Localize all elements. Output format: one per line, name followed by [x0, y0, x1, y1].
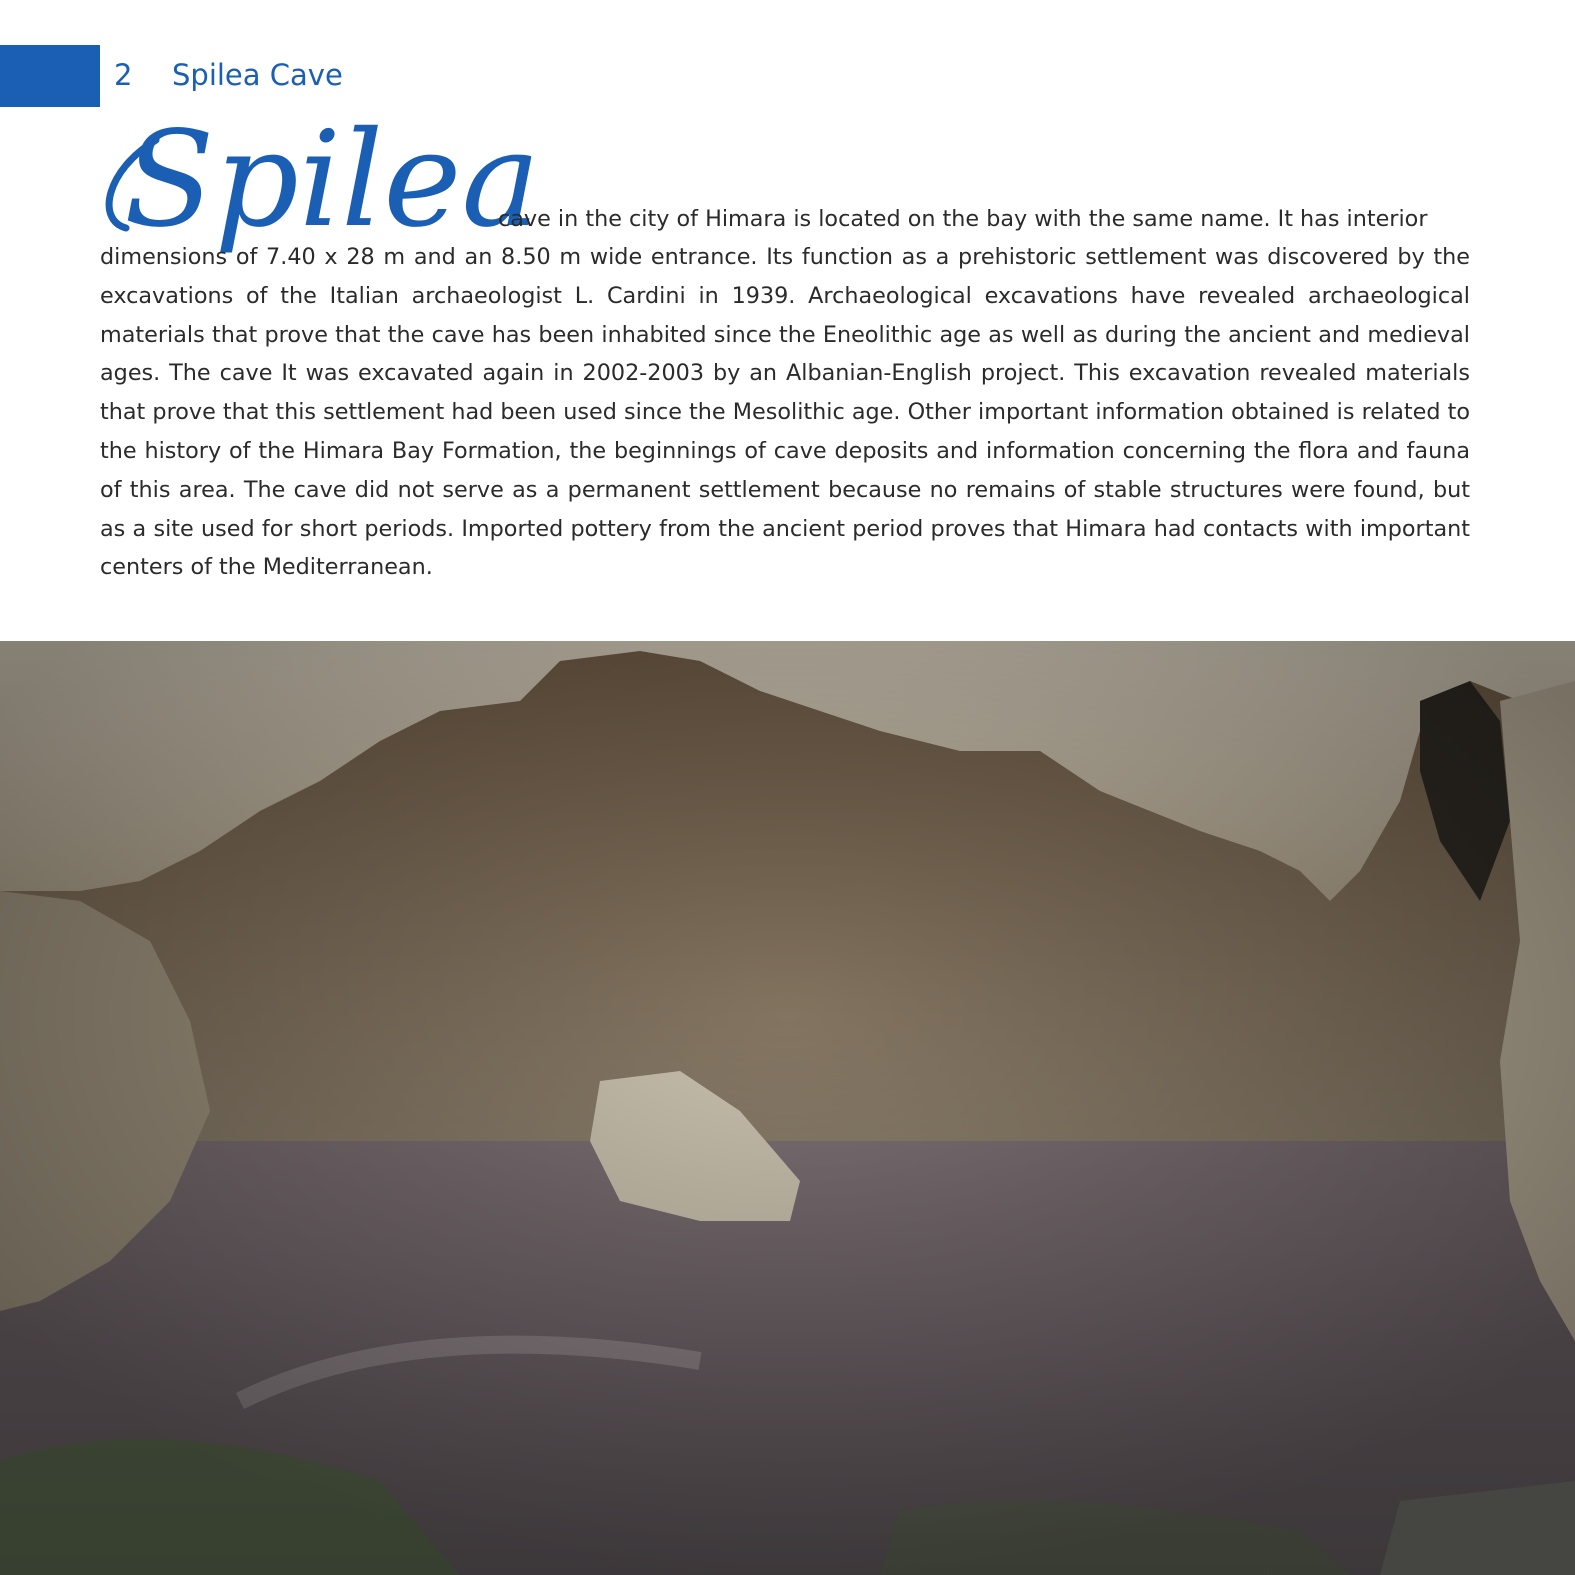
drop-word-text: Spilea [124, 103, 541, 257]
running-title: Spilea Cave [172, 58, 343, 92]
page-number: 2 [114, 58, 133, 92]
cave-photo [0, 641, 1575, 1575]
drop-word [96, 100, 541, 260]
body-first-line: cave in the city of Himara is located on the bay with the same name. It has interior [498, 206, 1428, 232]
body-paragraph: dimensions of 7.40 x 28 m and an 8.50 m wide entrance. Its function as a prehistoric settlement was discovered by the excavations of the Italian archaeologist L. Cardini in 1939. Archaeological excavations have revealed archaeological materials that prove that the cave has been inhabited since the Eneolithic age as well as during the ancient and medieval ages. The cave It was excavated again in 2002-2003 by an Albanian-English project. This excavation revealed materials that prove that this settlement had been used since the Mesolithic age. Other important information obtained is related to the history of the Himara Bay Formation, the beginnings of cave deposits and information concerning the flora and fauna of this area. The cave did not serve as a permanent settlement because no remains of stable structures were found, but as a site used for short periods. Imported pottery from the ancient period proves that Himara had contacts with important centers of the Mediterranean. [100, 244, 1470, 581]
cave-photo-graphic [0, 641, 1575, 1575]
header-color-block [0, 45, 100, 107]
